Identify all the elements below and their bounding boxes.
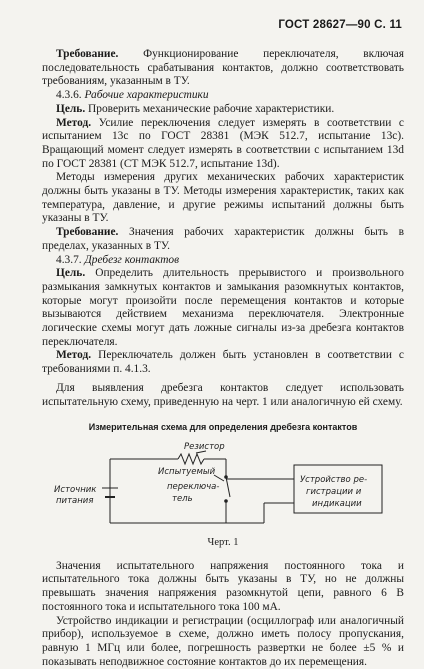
section-title: Рабочие характеристики	[85, 89, 209, 101]
paragraph: Значения испытательного напряжения постоянного тока и испытательного тока должны быть указаны в ТУ, но не должны превышать значения напряжения разомкнутой цепи, равного 6 В постоянного тока и испытательного тока 100 мА.	[42, 560, 404, 615]
paragraph	[42, 117, 404, 172]
page-header: ГОСТ 28627—90 С. 11	[278, 19, 402, 31]
section-title: Дребезг контактов	[85, 254, 180, 266]
device-label-1: Устройство ре-	[300, 475, 367, 485]
paragraph-text: Значения рабочих характеристик должны быть в пределах, указанных в ТУ.	[42, 226, 404, 252]
paragraph-text: Переключатель должен быть установлен в соответствии с требованиями п. 4.1.3.	[42, 349, 404, 375]
circuit-svg	[54, 441, 394, 535]
term-bold: Цель.	[56, 103, 85, 115]
section-number: 4.3.7.	[56, 254, 82, 266]
resistor-symbol	[178, 454, 204, 464]
figure-title: Измерительная схема для определения дребезга контактов	[42, 421, 404, 435]
switch-blade	[226, 477, 230, 497]
dut-label-3: тель	[172, 494, 193, 504]
body-text	[42, 48, 404, 669]
term-bold: Требование.	[56, 48, 118, 60]
term-bold: Метод.	[56, 117, 91, 129]
term-bold: Цель.	[56, 267, 85, 279]
paragraph	[42, 48, 404, 89]
leader-line	[214, 475, 224, 481]
paragraph-text: Усилие переключения следует измерять в соответствии с испытанием 13c по ГОСТ 28381 (МЭК 512.7, испытание 13c). Вращающий момент следует измерять в соответствии с испытанием 13d по ГОСТ 28381 (СТ МЭК 512.7, испытание 13d).	[42, 117, 404, 170]
paragraph-text: Определить длительность прерывистого и произвольного размыкания замкнутых контактов и замыкания разомкнутых контактов, которые могут произойти после перемещения контактов и которые вызываются действием механизма переключателя. Электронные логические схемы могут дать ложные сигналы из-за дребезга контактов переключателя.	[42, 267, 404, 348]
switch-contact	[225, 476, 228, 479]
paragraph: Методы измерения других механических рабочих характеристик должны быть указаны в ТУ. Методы измерения характеристик, таких как температура, давление, и другие режимы испытаний должны быть указаны в ТУ.	[42, 171, 404, 226]
device-label-3: индикации	[312, 499, 362, 509]
term-bold: Требование.	[56, 226, 118, 238]
source-label-2: питания	[56, 496, 93, 506]
paragraph	[42, 103, 404, 117]
source-label-1: Источник	[54, 485, 97, 495]
paragraph	[42, 226, 404, 253]
device-label-2: гистрации и	[306, 487, 362, 497]
paragraph-text: Проверить механические рабочие характеристики.	[85, 103, 334, 115]
paragraph-text: Функционирование переключателя, включая последовательность срабатывания контактов, должно соответствовать требованиям, указанным в ТУ.	[42, 48, 404, 87]
dut-label-2: переключа-	[167, 482, 219, 492]
resistor-label: Резистор	[184, 442, 225, 452]
figure-caption: Черт. 1	[42, 536, 404, 550]
section-number: 4.3.6.	[56, 89, 82, 101]
circuit-diagram	[42, 441, 404, 535]
section-heading-4-3-6	[42, 89, 404, 103]
paragraph: Устройство индикации и регистрации (осциллограф или аналогичный прибор), используемое в схеме, должно иметь полосу пропускания, равную 1 МГц или более, погрешность развертки не более ±5 % и показывать неподвижное состояние контактов до их перемещения.	[42, 615, 404, 669]
term-bold: Метод.	[56, 349, 91, 361]
switch-contact	[225, 500, 228, 503]
dut-label-1: Испытуемый	[158, 467, 216, 477]
paragraph	[42, 349, 404, 376]
paragraph	[42, 267, 404, 349]
paragraph: Для выявления дребезга контактов следует использовать испытательную схему, приведенную на черт. 1 или аналогичную ей схему.	[42, 382, 404, 409]
section-heading-4-3-7	[42, 254, 404, 268]
